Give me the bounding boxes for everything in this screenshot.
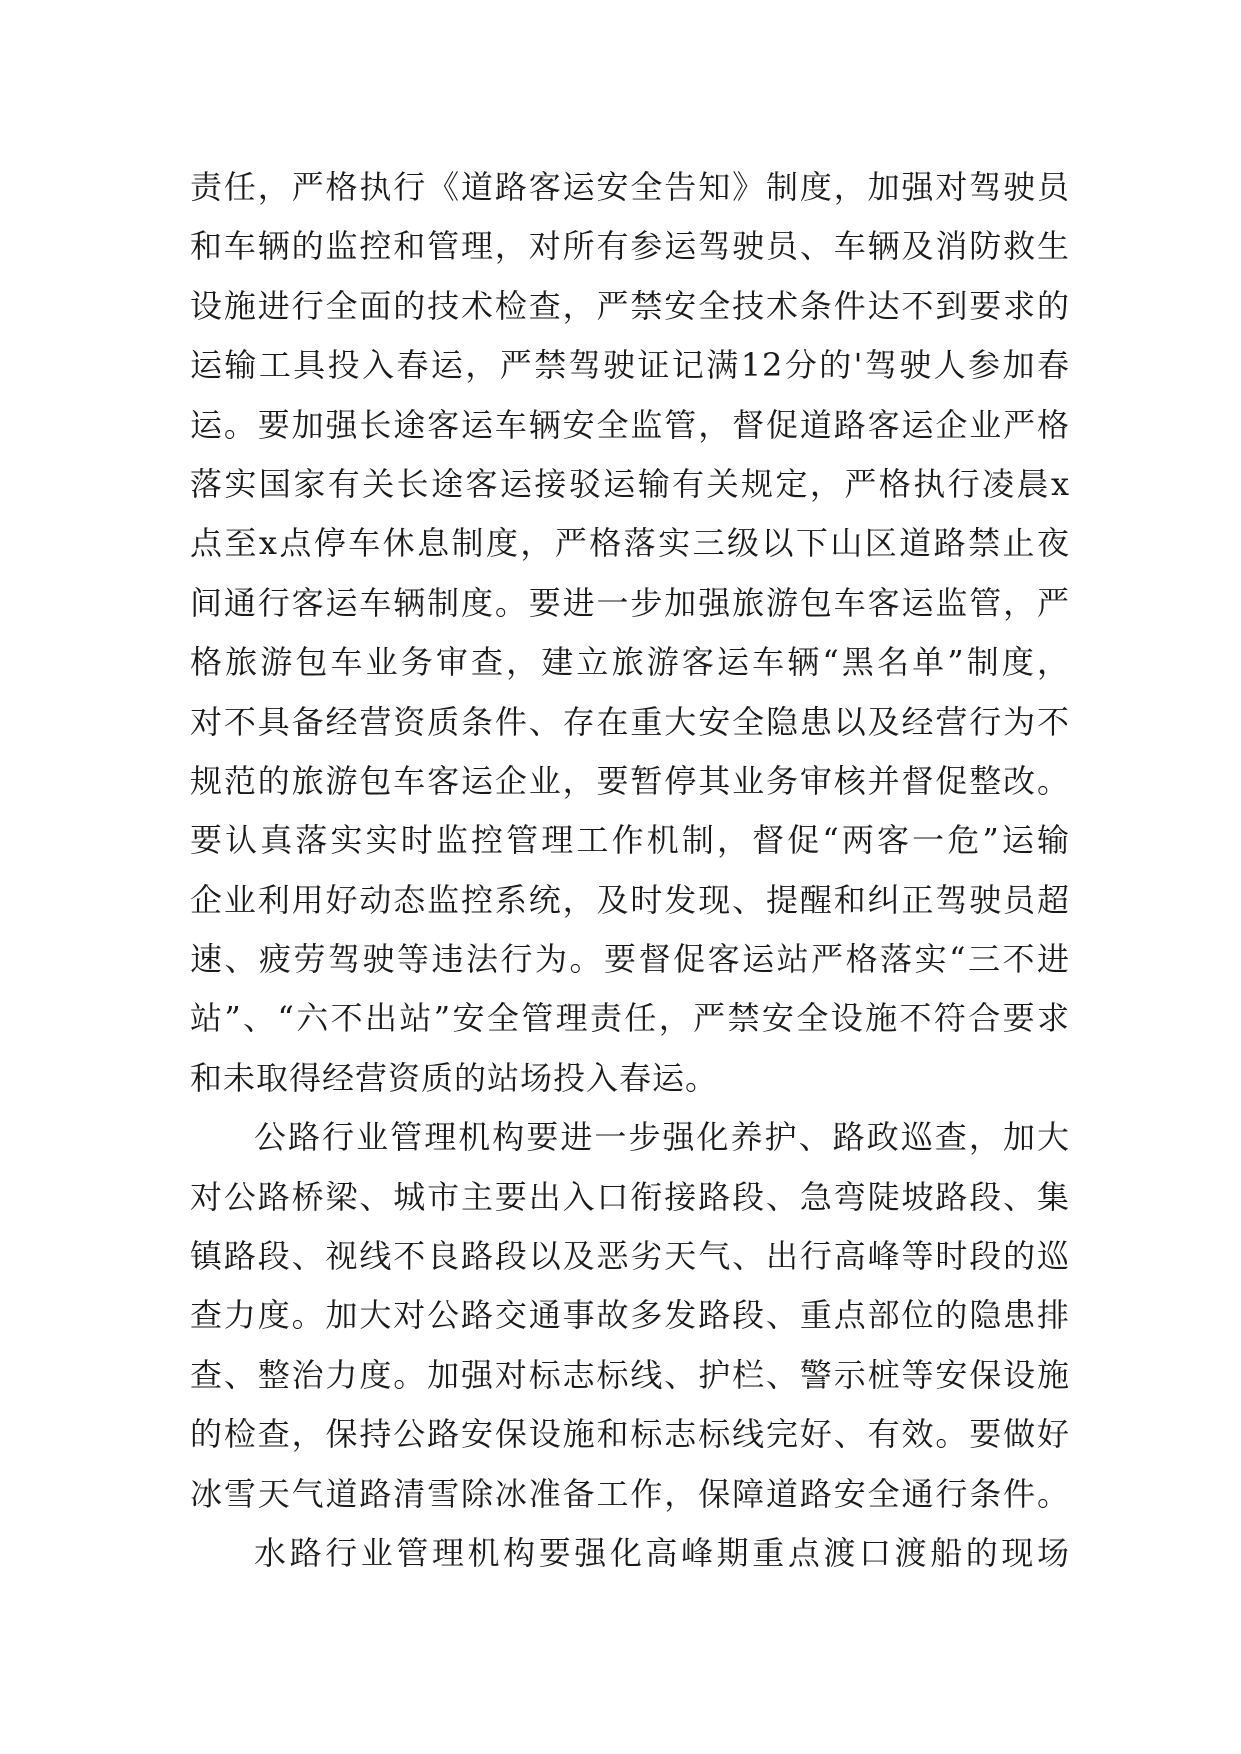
- text-line: 对不具备经营资质条件、存在重大安全隐患以及经营行为不: [190, 702, 1070, 741]
- text-line: 水路行业管理机构要强化高峰期重点渡口渡船的现场: [254, 1533, 1070, 1572]
- text-line: 责任，严格执行《道路客运安全告知》制度，加强对驾驶员: [190, 168, 1070, 206]
- text-line: 格旅游包车业务审查，建立旅游客运车辆“黑名单”制度，: [190, 643, 1070, 682]
- text-line: 落实国家有关长途客运接驳运输有关规定，严格执行凌晨x: [190, 464, 1070, 503]
- text-line: 企业利用好动态监控系统，及时发现、提醒和纠正驾驶员超: [190, 880, 1070, 919]
- text-line: 设施进行全面的技术检查，严禁安全技术条件达不到要求的: [190, 286, 1070, 325]
- text-line: 公路行业管理机构要进一步强化养护、路政巡查，加大: [254, 1118, 1070, 1157]
- text-line: 镇路段、视线不良路段以及恶劣天气、出行高峰等时段的巡: [190, 1237, 1070, 1276]
- body-text: [190, 158, 1070, 1583]
- text-line: 站”、“六不出站”安全管理责任，严禁安全设施不符合要求: [190, 999, 1070, 1038]
- text-line: 和车辆的监控和管理，对所有参运驾驶员、车辆及消防救生: [190, 227, 1070, 266]
- text-line: 对公路桥梁、城市主要出入口衔接路段、急弯陡坡路段、集: [190, 1177, 1070, 1216]
- text-line: 查、整治力度。加强对标志标线、护栏、警示桩等安保设施: [190, 1355, 1070, 1394]
- text-line: 规范的旅游包车客运企业，要暂停其业务审核并督促整改。: [190, 761, 1070, 800]
- text-line: 查力度。加大对公路交通事故多发路段、重点部位的隐患排: [190, 1296, 1070, 1335]
- text-line: 间通行客运车辆制度。要进一步加强旅游包车客运监管，严: [190, 583, 1070, 622]
- text-line: 运。要加强长途客运车辆安全监管，督促道路客运企业严格: [190, 405, 1070, 444]
- text-line: 要认真落实实时监控管理工作机制，督促“两客一危”运输: [190, 821, 1070, 860]
- text-line: 冰雪天气道路清雪除冰准备工作，保障道路安全通行条件。: [190, 1474, 1070, 1513]
- text-line: 点至x点停车休息制度，严格落实三级以下山区道路禁止夜: [190, 524, 1070, 563]
- text-line: 和未取得经营资质的站场投入春运。: [190, 1058, 719, 1097]
- text-line: 速、疲劳驾驶等违法行为。要督促客运站严格落实“三不进: [190, 940, 1070, 979]
- text-line: 的检查，保持公路安保设施和标志标线完好、有效。要做好: [190, 1415, 1070, 1454]
- text-line: 运输工具投入春运，严禁驾驶证记满12分的'驾驶人参加春: [190, 346, 1070, 385]
